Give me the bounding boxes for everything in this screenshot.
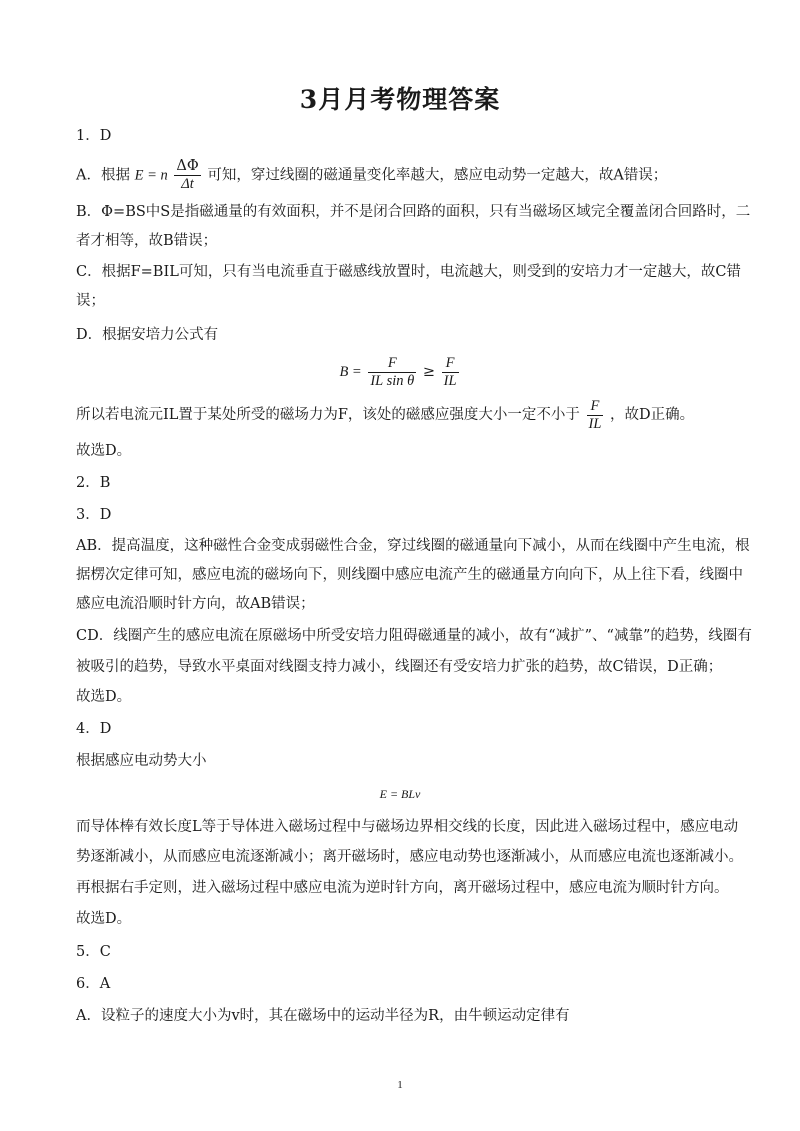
q1-option-a (76, 158, 726, 192)
q1-c-line1: C．根据F=BIL可知，只有当电流垂直于磁感线放置时，电流越大，则受到的安培力才一定越大，故C错 (76, 264, 741, 280)
q1-eq-f2-den: IL (443, 372, 457, 389)
q1-eq-fraction-1 (368, 355, 416, 390)
q1-c-line2: 误； (76, 293, 105, 309)
q3-cd-line1: CD．线圈产生的感应电流在原磁场中所受安培力阻碍磁通量的减小，故有“减扩”、“减靠”的趋势，线圈有 (76, 628, 752, 644)
q4-body-line3: 再根据右手定则，进入磁场过程中感应电流为逆时针方向，离开磁场过程中，感应电流为顺时针方向。 (76, 880, 729, 896)
q5-header: 5．C (76, 944, 111, 960)
q6-a-line: A．设粒子的速度大小为v时，其在磁场中的运动半径为R，由牛顿运动定律有 (76, 1008, 570, 1024)
q1-a-formula-lhs: E = n (134, 167, 168, 184)
q1-conc-suffix: ，故D正确。 (610, 407, 695, 423)
q1-a-suffix: 可知，穿过线圈的磁通量变化率越大，感应电动势一定越大，故A错误； (207, 167, 668, 184)
q1-a-fraction-num: ΔΦ (176, 158, 199, 174)
q1-conc-num: F (587, 398, 604, 416)
q1-eq-f1-num: F (368, 355, 416, 373)
q4-choice: 故选D。 (76, 911, 132, 927)
q6-header: 6．A (76, 976, 111, 992)
q1-conclusion (76, 396, 726, 434)
q1-a-fraction (174, 158, 200, 193)
q1-a-prefix: A．根据 (76, 167, 130, 184)
q1-eq-fraction-2 (442, 355, 459, 390)
q4-formula: E = BLv (379, 787, 421, 801)
q1-equation (0, 352, 800, 392)
q3-ab-line2: 据楞次定律可知，感应电流的磁场向下，则线圈中感应电流产生的磁通量方向向下，从上往下看，线圈中 (76, 567, 743, 583)
q4-body-line1: 而导体棒有效长度L等于导体进入磁场过程中与磁场边界相交线的长度，因此进入磁场过程中，感应电动 (76, 819, 739, 835)
q1-conc-den: IL (588, 415, 602, 432)
q1-b-line2: 者才相等，故B错误； (76, 233, 218, 249)
q3-header: 3．D (76, 507, 112, 523)
q4-intro: 根据感应电动势大小 (76, 753, 207, 769)
q1-a-fraction-den: Δt (181, 176, 194, 192)
q1-eq-f1-den: IL sin θ (370, 372, 415, 389)
page-title: 3月月考物理答案 (299, 85, 501, 114)
q4-header: 4．D (76, 721, 112, 737)
q2-header: 2．B (76, 475, 111, 491)
q1-eq-lhs: B = (339, 364, 362, 380)
q3-ab-line3: 感应电流沿顺时针方向，故AB错误； (76, 596, 315, 612)
q3-choice: 故选D。 (76, 689, 132, 705)
q1-header: 1．D (76, 128, 112, 144)
q1-choice: 故选D。 (76, 443, 132, 459)
q1-d-line: D．根据安培力公式有 (76, 327, 219, 343)
q1-b-line1: B．Φ=BS中S是指磁通量的有效面积，并不是闭合回路的面积，只有当磁场区域完全覆盖闭合回路时，二 (76, 204, 751, 220)
q3-ab-line1: AB．提高温度，这种磁性合金变成弱磁性合金，穿过线圈的磁通量向下减小，从而在线圈中产生电流，根 (76, 538, 750, 554)
q3-cd-line2: 被吸引的趋势，导致水平桌面对线圈支持力减小，线圈还有受安培力扩张的趋势，故C错误，D正确； (76, 659, 723, 675)
q1-eq-ge: ≥ (422, 364, 436, 380)
q1-conc-fraction (587, 398, 604, 433)
page-number: 1 (397, 1079, 403, 1091)
q1-eq-f2-num: F (442, 355, 459, 373)
q1-conc-prefix: 所以若电流元IL置于某处所受的磁场力为F，该处的磁感应强度大小一定不小于 (76, 407, 580, 423)
q4-body-line2: 势逐渐减小，从而感应电流逐渐减小；离开磁场时，感应电动势也逐渐减小，从而感应电流也逐渐减小。 (76, 849, 743, 865)
